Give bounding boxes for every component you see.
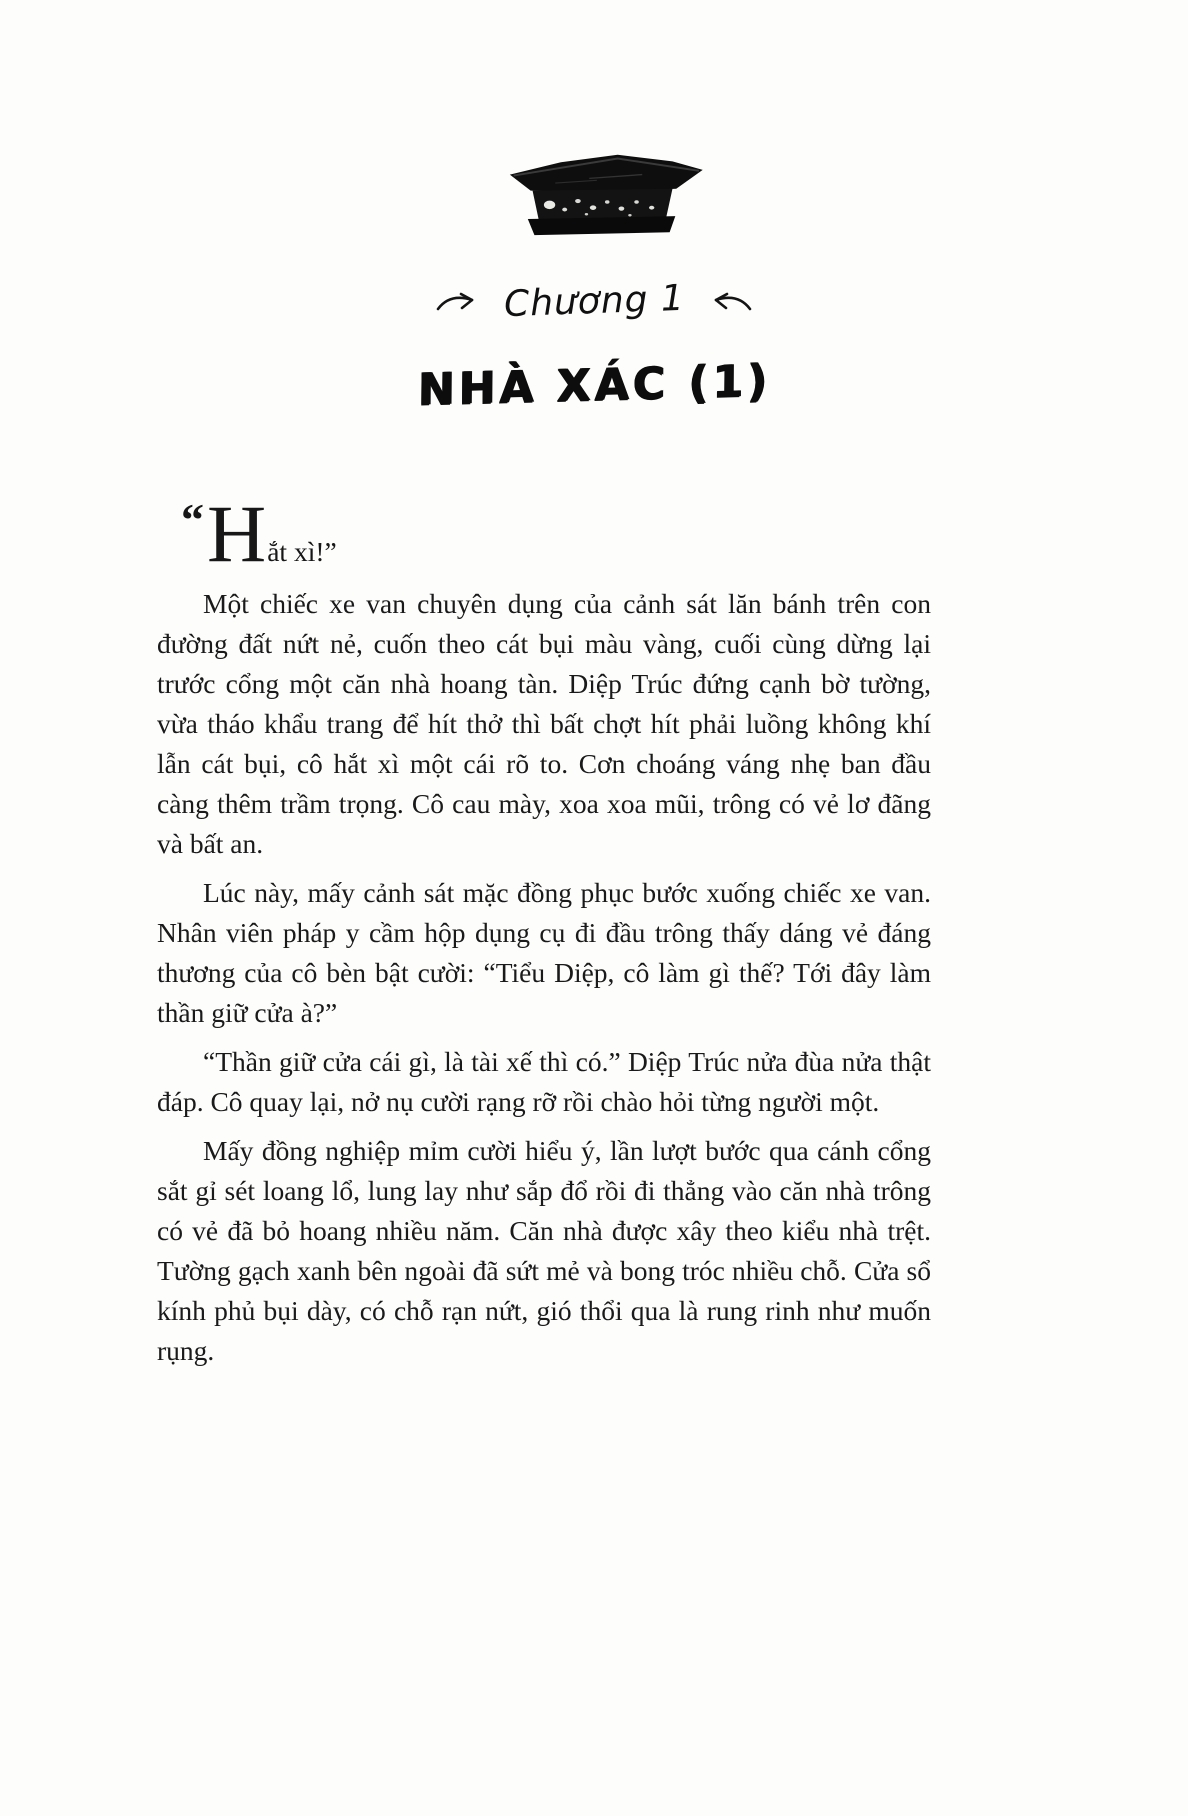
coffin-icon xyxy=(468,150,720,254)
opening-line xyxy=(181,488,931,579)
paragraph-1: Một chiếc xe van chuyên dụng của cảnh sát lăn bánh trên con đường đất nứt nẻ, cuốn theo cát bụi màu vàng, cuối cùng dừng lại trước cổng một căn nhà hoang tàn. Diệp Trúc đứng cạnh bờ tường, vừa tháo khẩu trang để hít thở thì bất chợt hít phải luồng không khí lẫn cát bụi, cô hắt xì một cái rõ to. Cơn choáng váng nhẹ ban đầu càng thêm trầm trọng. Cô cau mày, xoa xoa mũi, trông có vẻ lơ đãng và bất an. xyxy=(157,588,931,859)
dropcap-letter: H xyxy=(207,488,268,579)
opening-rest-text: ắt xì!” xyxy=(267,536,337,567)
paragraph-3: “Thần giữ cửa cái gì, là tài xế thì có.” Diệp Trúc nửa đùa nửa thật đáp. Cô quay lại, nở nụ cười rạng rỡ rồi chào hỏi từng người một. xyxy=(157,1046,931,1117)
chapter-label: Chương 1 xyxy=(502,277,686,326)
paragraph-2: Lúc này, mấy cảnh sát mặc đồng phục bước xuống chiếc xe van. Nhân viên pháp y cầm hộp dụng cụ đi đầu trông thấy dáng vẻ đáng thương của cô bèn bật cười: “Tiểu Diệp, cô làm gì thế? Tới đây làm thần giữ cửa à?” xyxy=(157,877,931,1028)
coffin-illustration xyxy=(468,150,720,254)
chapter-title: NHÀ XÁC (1) xyxy=(417,355,771,416)
paragraph-4: Mấy đồng nghiệp mỉm cười hiểu ý, lần lượt bước qua cánh cổng sắt gỉ sét loang lổ, lung lay như sắp đổ rồi đi thẳng vào căn nhà trông có vẻ đã bỏ hoang nhiều năm. Căn nhà được xây theo kiểu nhà trệt. Tường gạch xanh bên ngoài đã sứt mẻ và bong tróc nhiều chỗ. Cửa sổ kính phủ bụi dày, có chỗ rạn nứt, gió thổi qua là rung rinh như muốn rụng. xyxy=(157,1135,931,1366)
squiggle-arrow-left-icon xyxy=(708,287,754,317)
squiggle-arrow-right-icon xyxy=(434,287,480,317)
opening-quote-mark: “ xyxy=(181,494,204,545)
chapter-heading xyxy=(0,277,1188,326)
body-text xyxy=(157,488,931,1380)
